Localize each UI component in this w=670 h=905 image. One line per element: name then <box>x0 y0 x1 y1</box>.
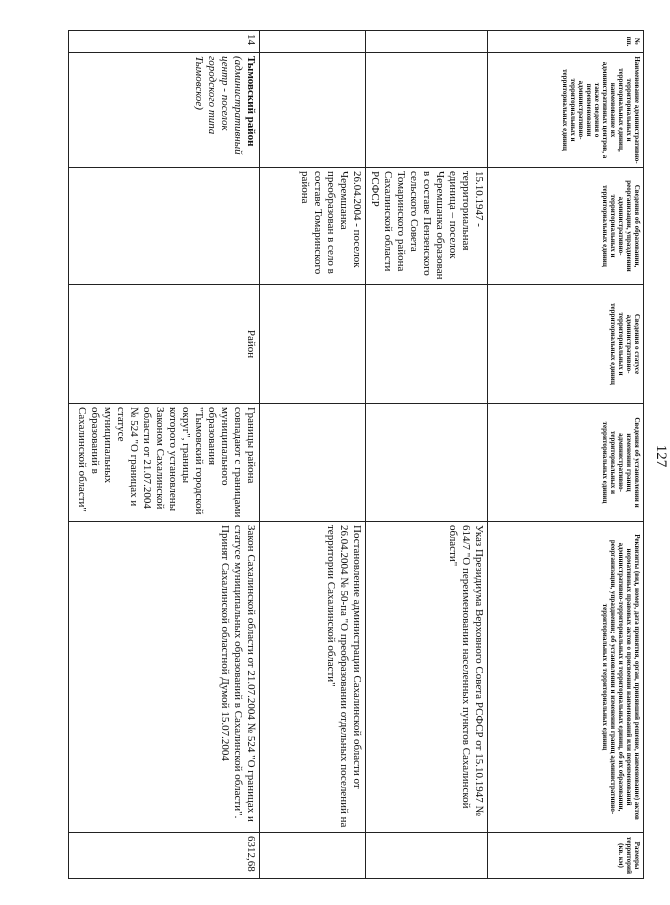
cell-status <box>260 285 366 404</box>
cell-borders <box>366 404 488 522</box>
cell-status: Район <box>69 285 260 404</box>
table-row <box>366 31 488 879</box>
cell-acts: Закон Сахалинской области от 21.07.2004 № 524 "О границах и статусе муниципальных образований в Сахалинской области". Принят Сахалинской областной Думой 15.07.2004 <box>69 522 260 833</box>
cell-name <box>260 53 366 168</box>
header-name: Наименование административно-территориальных и территориальных единиц, наименование их административных центров, а также сведения о переименовании административно-территориальных и территориальных единиц <box>488 53 644 168</box>
table-row <box>69 31 260 879</box>
cell-status <box>366 285 488 404</box>
header-number: № пп. <box>488 31 644 53</box>
cell-borders <box>260 404 366 522</box>
cell-formation: 26.04.2004 - поселок Черемшанка преобразован в село в составе Томаринского района <box>260 168 366 285</box>
cell-area <box>366 833 488 879</box>
cell-acts: Указ Президиума Верховного Совета РСФСР от 15.10.1947 № 614/7 "О переименовании населенных пунктов Сахалинской области" <box>366 522 488 833</box>
table-header-row <box>488 31 644 879</box>
document-page <box>70 30 670 878</box>
registry-table <box>68 30 644 879</box>
table-row <box>260 31 366 879</box>
cell-name <box>69 53 260 168</box>
header-acts: Реквизиты (вид, номер, дата принятия, орган, принявший решение, наименование) актов нормативных правовых актов о присвоении наименований или переименований административно-территориальных и территориальных единиц, об их образовании, реорганизации, упразднении; об установлении и изменении границ административно-территориальных и территориальных единиц <box>488 522 644 833</box>
cell-number <box>366 31 488 53</box>
header-borders: Сведения об установлении и изменении границ административно-территориальных и территориальных единиц <box>488 404 644 522</box>
cell-borders: Границы района совпадают с границами муниципального образования "Тымовский городской округ", границы которого установлены Законом Сахалинской области от 21.07.2004 № 524 "О границах и статусе муниципальных образований в Сахалинской области" <box>69 404 260 522</box>
cell-acts: Постановление администрации Сахалинской области от 26.04.2004 № 50-па "О преобразовании отдельных поселений на территории Сахалинской области" <box>260 522 366 833</box>
header-area: Размеры территорий (кв. км) <box>488 833 644 879</box>
page-number: 127 <box>653 444 669 468</box>
cell-formation: 15.10.1947 - территориальная единица – поселок Черемшанка образован в составе Пензенского сельского Совета Томаринского района Сахалинской области РСФСР <box>366 168 488 285</box>
cell-formation <box>69 168 260 285</box>
header-formation: Сведения об образовании, реорганизации, упразднении административно-территориальных и территориальных единиц <box>488 168 644 285</box>
cell-area <box>260 833 366 879</box>
cell-area: 6312,68 <box>69 833 260 879</box>
unit-center-note: (административный центр - поселок городского типа Тымовское) <box>193 56 244 155</box>
cell-number <box>260 31 366 53</box>
rotated-page-frame <box>70 30 670 878</box>
cell-name <box>366 53 488 168</box>
header-status: Сведения о статусе административно-территориальных и территориальных единиц <box>488 285 644 404</box>
cell-number: 14 <box>69 31 260 53</box>
unit-name: Тымовский район <box>245 56 257 147</box>
